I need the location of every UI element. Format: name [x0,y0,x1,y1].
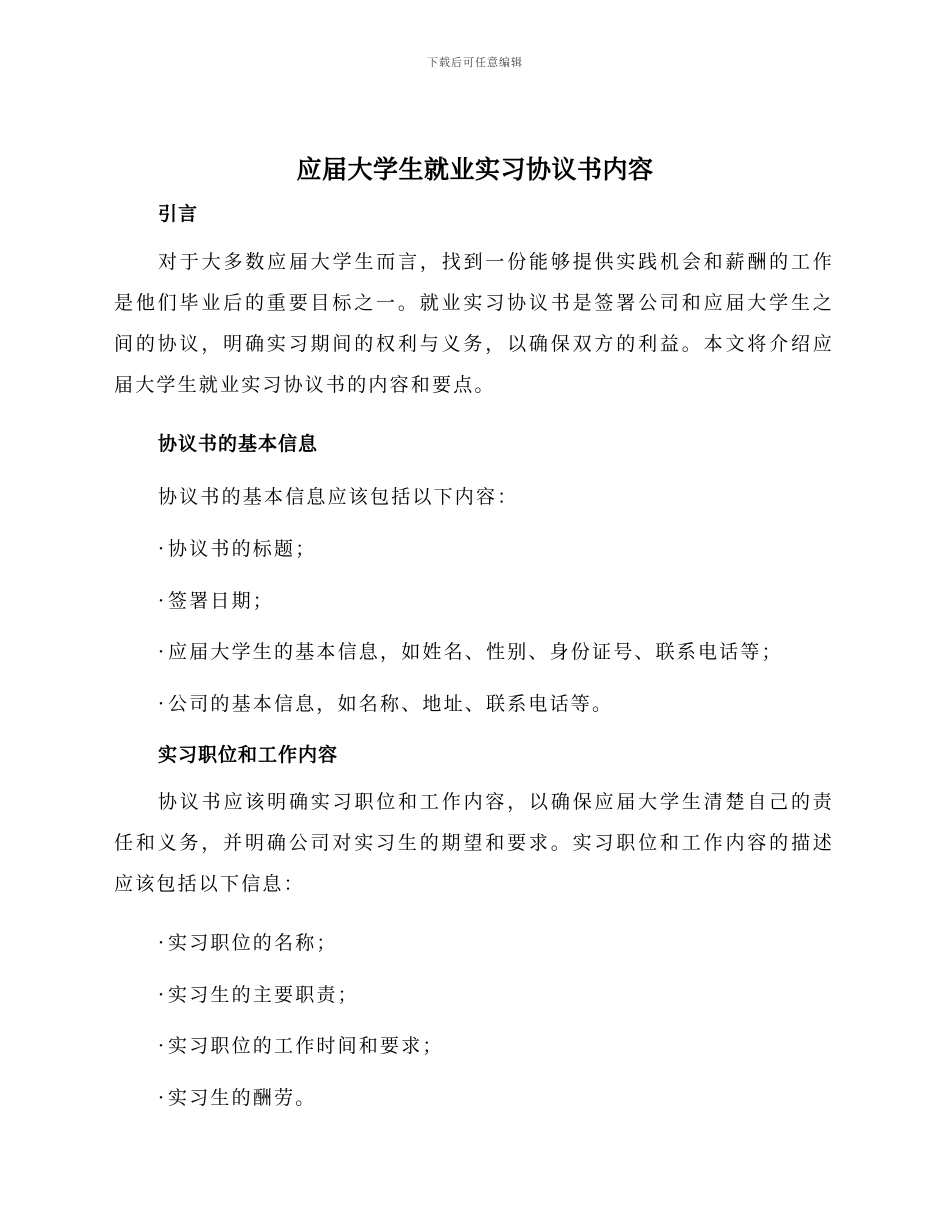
list-item-text: 实习职位的名称； [168,932,338,954]
list-item-text: 协议书的标题； [168,538,317,560]
section-heading-position: 实习职位和工作内容 [158,744,339,766]
position-paragraph: 协议书应该明确实习职位和工作内容，以确保应届大学生清楚自己的责任和义务，并明确公司对实习生的期望和要求。实习职位和工作内容的描述应该包括以下信息： [114,791,834,895]
bullet-marker: · [158,641,167,663]
list-item-text: 实习生的主要职责； [168,984,359,1006]
list-item-text: 实习生的酬劳。 [168,1087,317,1109]
intro-paragraph: 对于大多数应届大学生而言，找到一份能够提供实践机会和薪酬的工作是他们毕业后的重要目标之一。就业实习协议书是签署公司和应届大学生之间的协议，明确实习期间的权利与义务，以确保双方的利益。本文将介绍应届大学生就业实习协议书的内容和要点。 [114,251,834,396]
list-item [158,1083,316,1110]
list-item-text: 实习职位的工作时间和要求； [168,1035,444,1057]
basic-info-intro: 协议书的基本信息应该包括以下内容： [158,486,519,508]
document-title: 应届大学生就业实习协议书内容 [296,155,654,184]
list-item [158,1031,444,1058]
list-item [158,980,359,1007]
section-heading-basic-info: 协议书的基本信息 [158,433,319,455]
list-item [158,586,274,613]
list-item [158,689,613,716]
list-item [158,928,338,955]
list-item [158,637,783,664]
bullet-marker: · [158,1087,167,1109]
section-heading-intro: 引言 [158,203,199,225]
list-item-text: 公司的基本信息，如名称、地址、联系电话等。 [168,693,614,715]
bullet-marker: · [158,693,167,715]
header-note: 下载后可任意编辑 [427,56,523,69]
bullet-marker: · [158,932,167,954]
list-item [158,534,316,561]
bullet-marker: · [158,538,167,560]
list-item-text: 签署日期； [168,590,275,612]
bullet-marker: · [158,1035,167,1057]
list-item-text: 应届大学生的基本信息，如姓名、性别、身份证号、联系电话等； [168,641,783,663]
bullet-marker: · [158,984,167,1006]
bullet-marker: · [158,590,167,612]
